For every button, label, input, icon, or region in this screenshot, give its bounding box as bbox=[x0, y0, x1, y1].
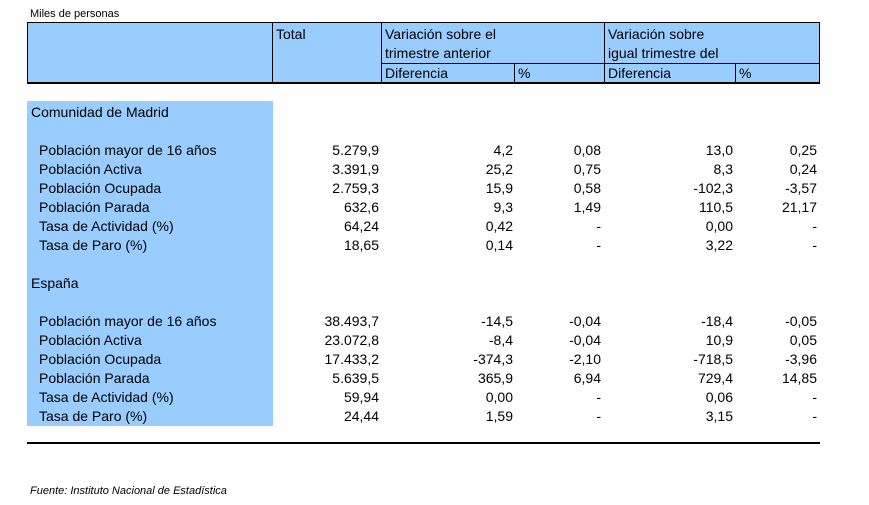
cell-prev-pct: - bbox=[596, 218, 601, 234]
header-prev-pct: % bbox=[518, 65, 531, 81]
cell-year-diff: 0,00 bbox=[705, 218, 733, 234]
header-var-year-line1: Variación sobre bbox=[608, 26, 705, 42]
cell-year-diff: -102,3 bbox=[693, 180, 733, 196]
region-heading: España bbox=[31, 275, 79, 291]
table-row bbox=[0, 351, 869, 370]
table-row bbox=[0, 408, 869, 427]
cell-year-diff: 10,9 bbox=[705, 332, 733, 348]
cell-prev-diff: 0,00 bbox=[485, 389, 513, 405]
cell-year-pct: -0,05 bbox=[785, 313, 817, 329]
cell-prev-diff: 1,59 bbox=[485, 408, 513, 424]
cell-prev-diff: 9,3 bbox=[493, 199, 513, 215]
cell-year-pct: 0,24 bbox=[789, 161, 817, 177]
table-row bbox=[0, 161, 869, 180]
cell-prev-pct: 0,75 bbox=[573, 161, 601, 177]
header-top-rule bbox=[27, 22, 820, 23]
table-row bbox=[0, 313, 869, 332]
cell-year-diff: 0,06 bbox=[705, 389, 733, 405]
row-label: Población mayor de 16 años bbox=[39, 142, 217, 158]
cell-prev-pct: -2,10 bbox=[569, 351, 601, 367]
cell-year-diff: -18,4 bbox=[701, 313, 733, 329]
header-divider bbox=[819, 22, 820, 83]
cell-prev-diff: 25,2 bbox=[485, 161, 513, 177]
subheader-rule bbox=[382, 63, 820, 64]
cell-total: 23.072,8 bbox=[324, 332, 379, 348]
cell-year-diff: 110,5 bbox=[699, 199, 733, 215]
unit-note: Miles de personas bbox=[30, 8, 120, 20]
header-var-prev-line1: Variación sobre el bbox=[385, 26, 497, 42]
row-label: Tasa de Actividad (%) bbox=[39, 218, 174, 234]
cell-total: 632,6 bbox=[343, 199, 379, 215]
cell-year-diff: 3,15 bbox=[705, 408, 733, 424]
header-bottom-rule bbox=[27, 82, 820, 84]
cell-prev-pct: 1,49 bbox=[573, 199, 601, 215]
cell-prev-pct: - bbox=[596, 237, 601, 253]
row-label: Población Ocupada bbox=[39, 351, 162, 367]
row-label: Tasa de Paro (%) bbox=[39, 408, 148, 424]
cell-prev-pct: -0,04 bbox=[569, 313, 601, 329]
cell-total: 24,44 bbox=[343, 408, 379, 424]
cell-total: 5.639,5 bbox=[332, 370, 379, 386]
cell-prev-diff: -374,3 bbox=[473, 351, 513, 367]
table-row bbox=[0, 237, 869, 256]
cell-year-pct: 14,85 bbox=[781, 370, 817, 386]
header-total: Total bbox=[276, 26, 306, 42]
table-row bbox=[0, 142, 869, 161]
cell-prev-pct: - bbox=[596, 389, 601, 405]
header-divider bbox=[272, 22, 273, 83]
cell-prev-diff: 4,2 bbox=[493, 142, 513, 158]
table-row bbox=[0, 332, 869, 351]
cell-year-pct: -3,96 bbox=[785, 351, 817, 367]
cell-total: 5.279,9 bbox=[332, 142, 379, 158]
cell-prev-diff: 365,9 bbox=[477, 370, 513, 386]
cell-year-diff: 729,4 bbox=[697, 370, 733, 386]
cell-prev-pct: - bbox=[596, 408, 601, 424]
header-var-year-line2: igual trimestre del bbox=[608, 45, 719, 61]
cell-total: 18,65 bbox=[343, 237, 379, 253]
cell-year-pct: - bbox=[812, 408, 817, 424]
cell-prev-diff: 0,14 bbox=[485, 237, 513, 253]
region-heading: Comunidad de Madrid bbox=[31, 104, 169, 120]
cell-prev-diff: -14,5 bbox=[481, 313, 513, 329]
cell-year-pct: 21,17 bbox=[781, 199, 817, 215]
cell-year-pct: - bbox=[812, 237, 817, 253]
header-prev-diff: Diferencia bbox=[385, 65, 449, 81]
cell-prev-diff: 15,9 bbox=[485, 180, 513, 196]
cell-prev-diff: -8,4 bbox=[488, 332, 513, 348]
cell-total: 2.759,3 bbox=[332, 180, 379, 196]
source-note: Fuente: Instituto Nacional de Estadística bbox=[30, 485, 227, 497]
cell-year-diff: 13,0 bbox=[705, 142, 733, 158]
table-bottom-rule bbox=[27, 442, 820, 444]
header-divider bbox=[381, 22, 382, 83]
cell-year-pct: 0,25 bbox=[789, 142, 817, 158]
cell-prev-pct: 0,58 bbox=[573, 180, 601, 196]
cell-total: 64,24 bbox=[343, 218, 379, 234]
row-label: Tasa de Actividad (%) bbox=[39, 389, 174, 405]
cell-year-pct: -3,57 bbox=[785, 180, 817, 196]
row-label: Población mayor de 16 años bbox=[39, 313, 217, 329]
table-row bbox=[0, 199, 869, 218]
cell-year-pct: 0,05 bbox=[789, 332, 817, 348]
header-year-pct: % bbox=[739, 65, 752, 81]
cell-year-diff: 8,3 bbox=[713, 161, 733, 177]
table-row bbox=[0, 370, 869, 389]
table-row bbox=[0, 218, 869, 237]
header-divider bbox=[735, 63, 736, 83]
cell-year-pct: - bbox=[812, 389, 817, 405]
row-label: Población Parada bbox=[39, 370, 150, 386]
cell-year-diff: 3,22 bbox=[705, 237, 733, 253]
cell-total: 59,94 bbox=[343, 389, 379, 405]
row-label: Población Parada bbox=[39, 199, 150, 215]
table-row bbox=[0, 389, 869, 408]
row-label: Población Activa bbox=[39, 332, 142, 348]
cell-prev-pct: -0,04 bbox=[569, 332, 601, 348]
header-divider bbox=[604, 22, 605, 83]
cell-total: 38.493,7 bbox=[324, 313, 379, 329]
cell-total: 3.391,9 bbox=[332, 161, 379, 177]
cell-prev-pct: 6,94 bbox=[573, 370, 601, 386]
cell-prev-pct: 0,08 bbox=[573, 142, 601, 158]
row-label: Tasa de Paro (%) bbox=[39, 237, 148, 253]
header-var-prev-line2: trimestre anterior bbox=[385, 45, 491, 61]
row-label: Población Ocupada bbox=[39, 180, 162, 196]
header-year-diff: Diferencia bbox=[608, 65, 672, 81]
cell-year-diff: -718,5 bbox=[693, 351, 733, 367]
cell-total: 17.433,2 bbox=[324, 351, 379, 367]
row-label: Población Activa bbox=[39, 161, 142, 177]
cell-prev-diff: 0,42 bbox=[485, 218, 513, 234]
header-divider bbox=[514, 63, 515, 83]
header-divider bbox=[27, 22, 28, 83]
cell-year-pct: - bbox=[812, 218, 817, 234]
table-row bbox=[0, 180, 869, 199]
